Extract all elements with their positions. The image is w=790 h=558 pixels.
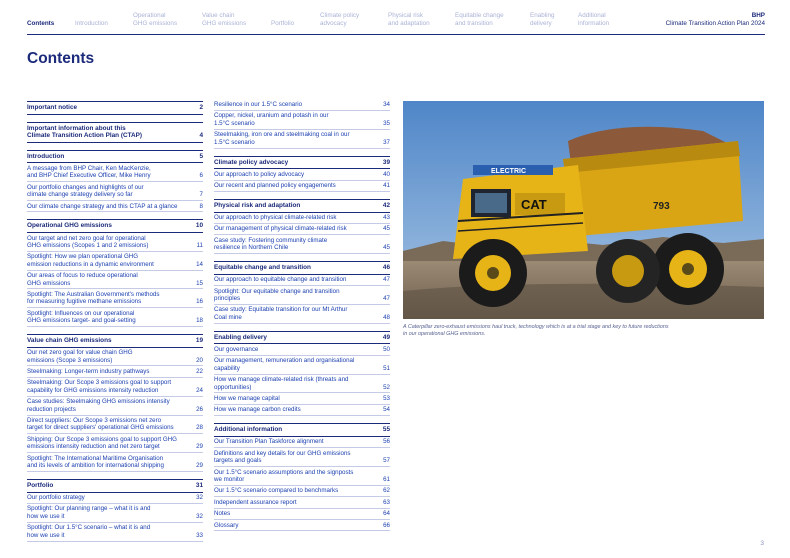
toc-section	[214, 331, 390, 416]
toc-entry-title: Our 1.5°C scenario assumptions and the signposts we monitor	[214, 468, 354, 483]
toc-entry-title: Spotlight: How we plan operational GHG emission reductions in a dynamic environment	[27, 253, 154, 268]
toc-entry[interactable]	[27, 378, 203, 397]
toc-entry[interactable]	[214, 275, 390, 286]
toc-entry-title: Steelmaking, iron ore and steelmaking coal in our 1.5°C scenario	[214, 131, 350, 146]
toc-entry-page: 41	[383, 182, 390, 190]
toc-entry-title: Our net zero goal for value chain GHG emissions (Scope 3 emissions)	[27, 349, 133, 364]
toc-heading-title: Value chain GHG emissions	[27, 337, 112, 345]
toc-entry-page: 16	[196, 298, 203, 306]
toc-entry-title: Our approach to equitable change and transition	[214, 276, 347, 284]
toc-entry-title: Spotlight: Influences on our operational GHG emissions target- and goal-setting	[27, 309, 136, 325]
toc-section	[27, 479, 203, 542]
toc-entry-title: Our portfolio strategy	[27, 494, 85, 502]
toc-entry-page: 57	[383, 457, 390, 465]
toc-entry[interactable]	[214, 467, 390, 486]
toc-entry-title: Our target and net zero goal for operational GHG emissions (Scopes 1 and 2 emissions)	[27, 234, 149, 249]
toc-entry-page: 18	[196, 317, 203, 325]
toc-entry[interactable]	[214, 130, 390, 149]
toc-entry[interactable]	[214, 305, 390, 324]
toc-section	[214, 423, 390, 531]
toc-entry-page: 66	[383, 521, 390, 529]
toc-entry-page: 45	[383, 225, 390, 233]
toc-entry-title: Spotlight: The Australian Government's methods for measuring fugitive methane emissions	[27, 290, 160, 306]
toc-entry[interactable]	[27, 233, 203, 252]
toc-entry[interactable]	[27, 453, 203, 472]
toc-entry-page: 47	[383, 276, 390, 284]
photo-caption: A Caterpillar zero-exhaust emissions haul truck, technology which is at a trial stage and key to future reductions in our operational GHG emissions.	[403, 324, 669, 337]
toc-heading-page: 55	[382, 426, 390, 434]
toc-entry[interactable]	[214, 344, 390, 355]
toc-entry[interactable]	[214, 405, 390, 416]
toc-entry[interactable]	[27, 252, 203, 271]
toc-entry-title: Spotlight: The International Maritime Organisation and its levels of ambition for international shipping	[27, 454, 164, 470]
toc-heading-page: 19	[195, 337, 203, 345]
toc-heading-page: 42	[382, 201, 390, 209]
toc-entry-title: Glossary	[214, 521, 239, 529]
toc-entry[interactable]	[214, 520, 390, 531]
toc-entry-title: Our management, remuneration and organisational capability	[214, 357, 355, 372]
toc-section	[214, 199, 390, 254]
page-title: Contents	[27, 50, 95, 67]
toc-entry-page: 29	[196, 462, 203, 470]
toc-entry-page: 34	[383, 101, 390, 108]
toc-section-heading[interactable]	[214, 156, 390, 170]
toc-entry-title: Our 1.5°C scenario compared to benchmarks	[214, 487, 339, 495]
toc-entry[interactable]	[214, 393, 390, 404]
toc-heading-title: Equitable change and transition	[214, 264, 311, 272]
toc-entry-title: Resilience in our 1.5°C scenario	[214, 101, 303, 108]
toc-section	[27, 150, 203, 213]
toc-heading-page: 49	[382, 333, 390, 341]
toc-entry-title: Our approach to physical climate-related risk	[214, 214, 337, 222]
toc-entry[interactable]	[27, 289, 203, 308]
toc-entry-title: Steelmaking: Longer-term industry pathways	[27, 367, 150, 375]
toc-entry-page: 24	[196, 386, 203, 394]
toc-entry-page: 32	[196, 494, 203, 502]
toc-column-left	[27, 101, 203, 549]
toc-entry[interactable]	[27, 504, 203, 523]
toc-entry-page: 7	[199, 191, 203, 199]
toc-entry-title: Our governance	[214, 345, 259, 353]
toc-entry-page: 45	[383, 244, 390, 252]
toc-entry-page: 29	[196, 443, 203, 451]
toc-entry-page: 51	[383, 364, 390, 372]
toc-entry-page: 53	[383, 394, 390, 402]
toc-heading-page: 31	[195, 481, 203, 489]
toc-entry[interactable]	[27, 366, 203, 377]
toc-entry[interactable]	[214, 437, 390, 448]
toc-heading-title: Important information about this Climate Transition Action Plan (CTAP)	[27, 124, 143, 140]
toc-section-heading[interactable]	[27, 150, 203, 164]
toc-entry-page: 47	[383, 295, 390, 303]
toc-entry-title: Shipping: Our Scope 3 emissions goal to support GHG emissions intensity reduction and net zero target	[27, 435, 177, 451]
toc-entry[interactable]	[27, 348, 203, 367]
toc-entry-title: Case study: Equitable transition for our Mt Arthur Coal mine	[214, 306, 348, 321]
truck-electric-label: ELECTRIC	[491, 168, 526, 175]
toc-heading-page: 46	[382, 264, 390, 272]
toc-entry-title: Notes	[214, 510, 231, 518]
toc-heading-title: Important notice	[27, 104, 78, 111]
toc-entry-page: 62	[383, 487, 390, 495]
toc-entry-title: Our management of physical climate-related risk	[214, 225, 347, 233]
toc-entry-page: 64	[383, 510, 390, 518]
toc-entry-page: 8	[199, 202, 203, 210]
toc-section-heading[interactable]	[214, 331, 390, 345]
toc-section-heading[interactable]	[27, 334, 203, 348]
toc-section-heading[interactable]	[214, 199, 390, 213]
toc-entry-title: Case studies: Steelmaking GHG emissions intensity reduction projects	[27, 398, 170, 413]
toc-entry-page: 43	[383, 214, 390, 222]
toc-entry-title: How we manage climate-related risk (threats and opportunities)	[214, 376, 349, 391]
toc-column-middle	[214, 101, 390, 538]
toc-entry-title: Direct suppliers: Our Scope 3 emissions net zero target for direct suppliers' operational GHG emissions	[27, 417, 174, 432]
nav-tab-physical-risk[interactable]: Physical risk and adaptation	[388, 12, 430, 27]
toc-section-heading[interactable]	[27, 219, 203, 233]
toc-heading-title: Enabling delivery	[214, 333, 267, 341]
toc-section	[27, 122, 203, 143]
toc-entry[interactable]	[214, 169, 390, 180]
toc-entry[interactable]	[214, 375, 390, 394]
toc-entry[interactable]	[214, 486, 390, 497]
toc-entry[interactable]	[27, 523, 203, 542]
haul-truck-photo	[403, 101, 764, 319]
toc-heading-page: 10	[195, 222, 203, 230]
toc-entry-page: 54	[383, 406, 390, 414]
toc-entry-title: Case study: Fostering community climate resilience in Northern Chile	[214, 236, 328, 252]
nav-tab-climate-policy[interactable]: Climate policy advocacy	[320, 12, 360, 27]
toc-entry-page: 32	[196, 512, 203, 520]
toc-entry-page: 11	[196, 241, 203, 249]
toc-section-heading[interactable]	[27, 122, 203, 143]
nav-tab-additional-info[interactable]: Additional information	[578, 12, 610, 27]
toc-section	[27, 219, 203, 327]
toc-entry-page: 6	[199, 172, 203, 180]
toc-entry-page: 28	[196, 424, 203, 432]
toc-entry-title: Copper, nickel, uranium and potash in our 1.5°C scenario	[214, 112, 329, 127]
toc-section	[214, 101, 390, 149]
toc-entry[interactable]	[27, 271, 203, 290]
toc-heading-title: Portfolio	[27, 481, 54, 489]
brand-name: BHP	[751, 12, 765, 19]
toc-entry[interactable]	[27, 163, 203, 182]
toc-heading-page: 4	[199, 132, 203, 140]
toc-entry[interactable]	[214, 213, 390, 224]
toc-entry-page: 33	[196, 531, 203, 539]
toc-entry-title: Definitions and key details for our GHG emissions targets and goals	[214, 449, 351, 465]
truck-model-label: 793	[653, 201, 670, 212]
toc-entry[interactable]	[214, 111, 390, 130]
toc-entry[interactable]	[27, 308, 203, 327]
nav-tab-operational-ghg[interactable]: Operational GHG emissions	[133, 12, 178, 27]
toc-entry[interactable]	[214, 509, 390, 520]
toc-section-heading[interactable]	[27, 479, 203, 493]
toc-entry-page: 20	[196, 356, 203, 364]
toc-entry-title: How we manage carbon credits	[214, 406, 301, 414]
toc-heading-title: Additional information	[214, 426, 283, 434]
toc-entry[interactable]	[27, 434, 203, 453]
toc-entry-page: 50	[383, 345, 390, 353]
toc-entry-title: Our areas of focus to reduce operational GHG emissions	[27, 272, 138, 287]
toc-entry-page: 56	[383, 438, 390, 446]
toc-entry[interactable]	[27, 201, 203, 212]
toc-heading-title: Physical risk and adaptation	[214, 201, 301, 209]
toc-entry[interactable]	[27, 182, 203, 201]
toc-entry-title: Spotlight: Our equitable change and transition principles	[214, 287, 340, 303]
toc-section-heading[interactable]	[214, 423, 390, 437]
toc-entry-title: Our approach to policy advocacy	[214, 170, 305, 178]
report-title: Climate Transition Action Plan 2024	[665, 19, 765, 27]
toc-entry-title: Our recent and planned policy engagements	[214, 182, 336, 190]
toc-section	[27, 101, 203, 115]
toc-entry-page: 37	[383, 138, 390, 146]
toc-entry-title: A message from BHP Chair, Ken MacKenzie, and BHP Chief Executive Officer, Mike Henry	[27, 164, 151, 180]
toc-section	[27, 334, 203, 472]
toc-entry-page: 26	[196, 405, 203, 413]
toc-entry-title: How we manage capital	[214, 394, 280, 402]
toc-section-heading[interactable]	[214, 261, 390, 275]
toc-entry-title: Our portfolio changes and highlights of our climate change strategy delivery so far	[27, 183, 144, 199]
haul-truck-illustration	[403, 101, 764, 319]
nav-tab-contents[interactable]: Contents	[27, 19, 55, 27]
report-brand	[666, 12, 765, 27]
toc-entry[interactable]	[27, 416, 203, 435]
toc-entry[interactable]	[214, 356, 390, 375]
toc-entry[interactable]	[214, 286, 390, 305]
toc-entry-page: 14	[196, 260, 203, 268]
toc-entry[interactable]	[214, 235, 390, 254]
toc-entry[interactable]	[214, 448, 390, 467]
nav-tab-enabling-delivery[interactable]: Enabling delivery	[530, 12, 555, 27]
toc-section	[214, 156, 390, 192]
toc-heading-title: Introduction	[27, 152, 65, 160]
toc-entry-title: Steelmaking: Our Scope 3 emissions goal to support capability for GHG emissions intensity reduction	[27, 379, 172, 394]
toc-entry-page: 40	[383, 170, 390, 178]
toc-entry-title: Independent assurance report	[214, 498, 297, 506]
toc-entry[interactable]	[27, 397, 203, 416]
toc-entry[interactable]	[214, 497, 390, 508]
toc-entry-title: Spotlight: Our 1.5°C scenario – what it is and how we use it	[27, 524, 151, 539]
nav-divider	[27, 34, 765, 35]
toc-section-heading[interactable]	[27, 101, 203, 115]
toc-heading-title: Climate policy advocacy	[214, 158, 289, 166]
nav-tab-introduction[interactable]: Introduction	[75, 19, 108, 27]
toc-entry-page: 35	[383, 119, 390, 127]
toc-entry-title: Our climate change strategy and this CTAP at a glance	[27, 202, 178, 210]
truck-brand-logo: CAT	[521, 197, 547, 212]
toc-heading-page: 5	[199, 152, 203, 160]
toc-entry-page: 15	[196, 279, 203, 287]
toc-entry-page: 63	[383, 498, 390, 506]
toc-entry[interactable]	[214, 224, 390, 235]
nav-tab-value-chain-ghg[interactable]: Value chain GHG emissions	[202, 12, 247, 27]
toc-entry-page: 22	[196, 367, 203, 375]
toc-heading-title: Operational GHG emissions	[27, 222, 112, 230]
toc-entry[interactable]	[27, 493, 203, 504]
toc-entry-page: 61	[383, 475, 390, 483]
toc-entry[interactable]	[214, 101, 390, 111]
top-navigation	[27, 12, 765, 34]
page-number: 3	[760, 540, 764, 547]
toc-heading-page: 2	[199, 104, 203, 111]
nav-tab-equitable-change[interactable]: Equitable change and transition	[455, 12, 504, 27]
toc-heading-page: 39	[382, 158, 390, 166]
toc-entry-title: Spotlight: Our planning range – what it is and how we use it	[27, 505, 151, 520]
nav-tab-portfolio[interactable]: Portfolio	[271, 19, 295, 27]
toc-section	[214, 261, 390, 324]
toc-entry[interactable]	[214, 181, 390, 192]
toc-entry-page: 52	[383, 383, 390, 391]
toc-entry-page: 48	[383, 313, 390, 321]
toc-entry-title: Our Transition Plan Taskforce alignment	[214, 438, 324, 446]
